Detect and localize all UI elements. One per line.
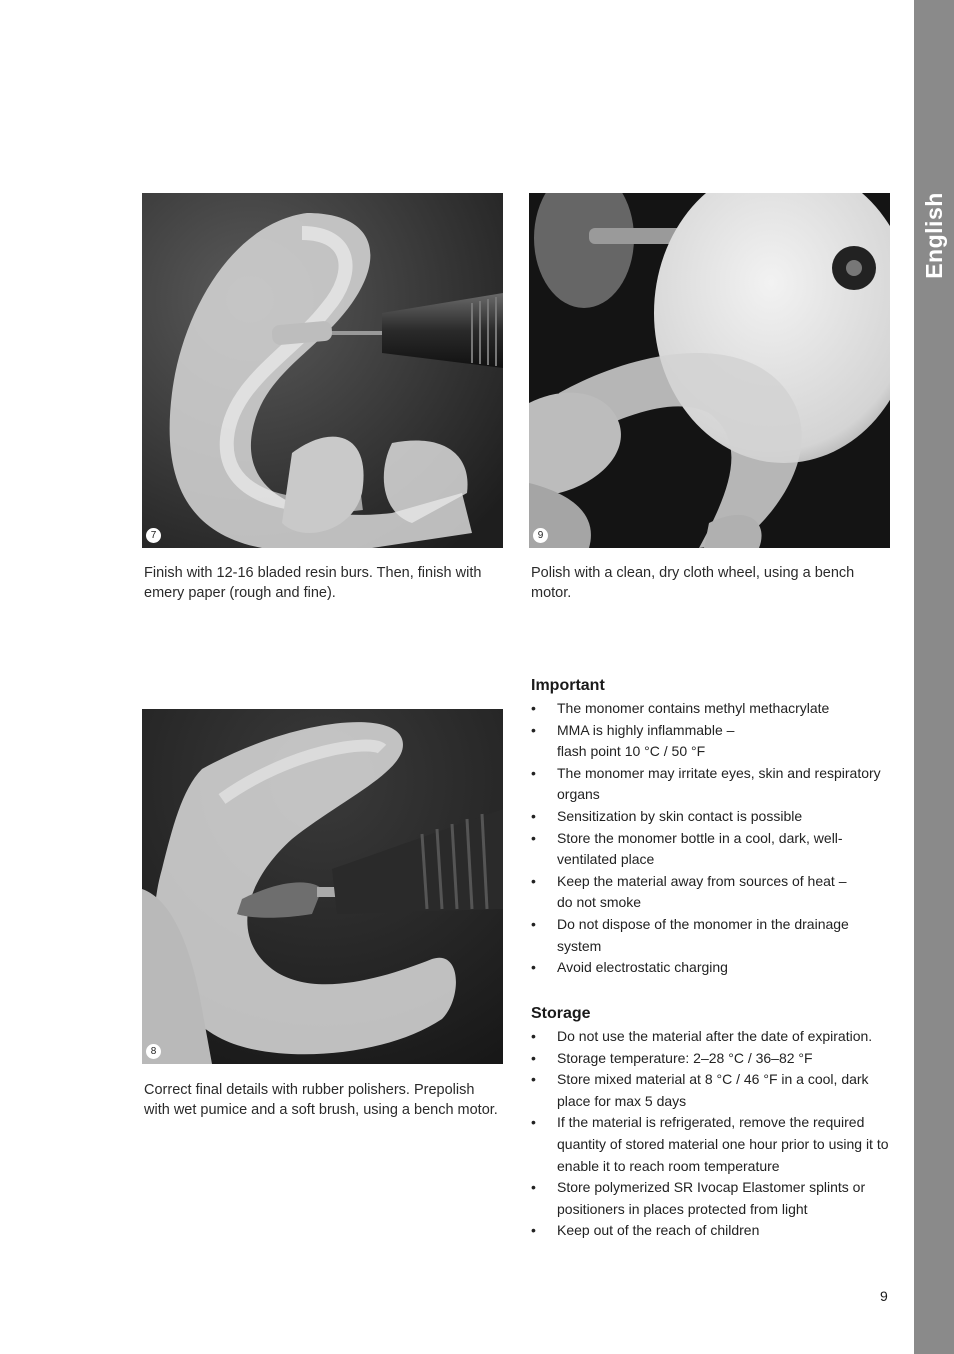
list-item: • MMA is highly inflammable – flash point 10 °C / 50 °F bbox=[531, 720, 891, 763]
list-item: • If the material is refrigerated, remove the required quantity of stored material one hour prior to using it to enable it to reach room temperature bbox=[531, 1112, 896, 1177]
splint-finishing-illustration bbox=[142, 193, 503, 548]
figure-7-photo bbox=[142, 193, 503, 548]
list-item: • Sensitization by skin contact is possible bbox=[531, 806, 891, 828]
figure-8-number: 8 bbox=[146, 1044, 161, 1059]
figure-9-caption: Polish with a clean, dry cloth wheel, using a bench motor. bbox=[531, 565, 855, 601]
list-item: • Do not dispose of the monomer in the drainage system bbox=[531, 914, 891, 957]
list-item: • Store polymerized SR Ivocap Elastomer splints or positioners in places protected from light bbox=[531, 1177, 896, 1220]
list-item: • The monomer contains methyl methacrylate bbox=[531, 698, 891, 720]
list-item: • Keep out of the reach of children bbox=[531, 1220, 896, 1242]
important-list bbox=[531, 698, 891, 979]
list-item: • Store the monomer bottle in a cool, dark, well-ventilated place bbox=[531, 828, 891, 871]
figure-7-caption: Finish with 12-16 bladed resin burs. Then, finish with emery paper (rough and fine). bbox=[144, 565, 482, 601]
language-label: English bbox=[920, 191, 947, 279]
figure-8-photo bbox=[142, 709, 503, 1064]
figure-7-number: 7 bbox=[146, 528, 161, 543]
figure-8-caption: Correct final details with rubber polishers. Prepolish with wet pumice and a soft brush, using a bench motor. bbox=[144, 1082, 498, 1118]
list-item: • Avoid electrostatic charging bbox=[531, 957, 891, 979]
storage-heading: Storage bbox=[531, 1005, 591, 1022]
figure-9-number: 9 bbox=[533, 528, 548, 543]
storage-list bbox=[531, 1026, 896, 1242]
page-number: 9 bbox=[880, 1288, 888, 1304]
important-heading: Important bbox=[531, 677, 605, 694]
list-item: • Storage temperature: 2–28 °C / 36–82 °F bbox=[531, 1048, 896, 1070]
figure-9-photo bbox=[529, 193, 890, 548]
list-item: • Store mixed material at 8 °C / 46 °F in a cool, dark place for max 5 days bbox=[531, 1069, 896, 1112]
list-item: • The monomer may irritate eyes, skin and respiratory organs bbox=[531, 763, 891, 806]
list-item: • Keep the material away from sources of heat – do not smoke bbox=[531, 871, 891, 914]
list-item: • Do not use the material after the date of expiration. bbox=[531, 1026, 896, 1048]
cloth-wheel-polishing-illustration bbox=[529, 193, 890, 548]
language-side-tab bbox=[914, 0, 954, 1354]
rubber-polisher-illustration bbox=[142, 709, 503, 1064]
